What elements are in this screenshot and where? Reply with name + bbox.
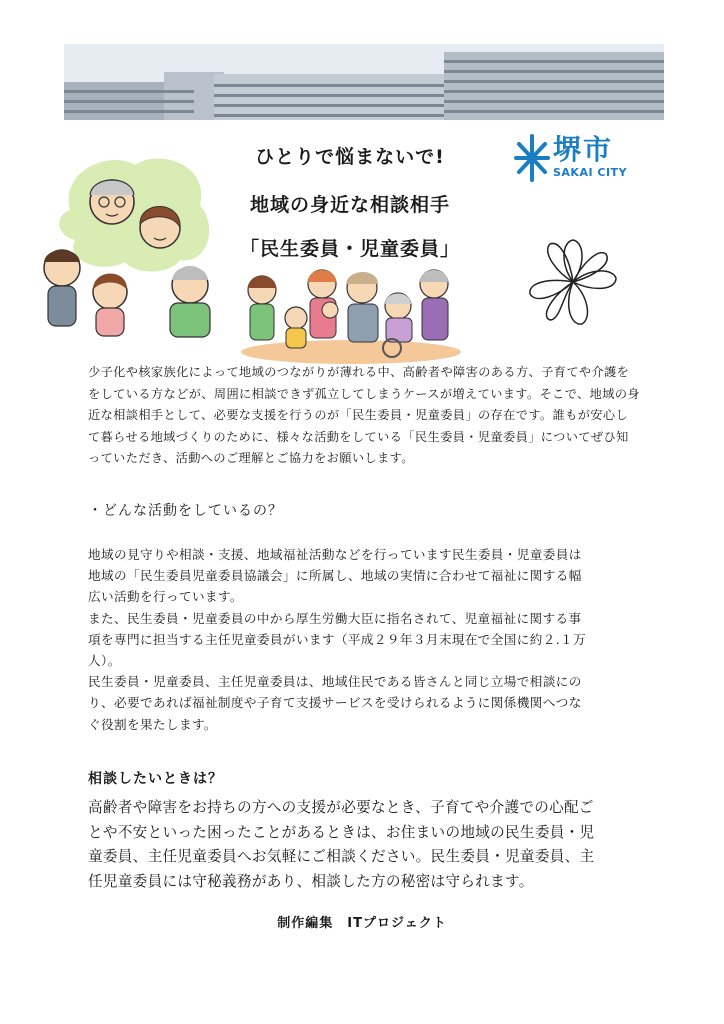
activities-line: 人）。 (88, 653, 121, 669)
intro-line: をしている方などが、周囲に相談できず孤立してしまうケースが増えています。そこで、地域の身 (88, 386, 641, 401)
section-heading-activities: ・どんな活動をしているの？ (88, 503, 283, 519)
intro-paragraph (88, 362, 648, 470)
title-line-2: 地域の身近な相談相手 (249, 194, 450, 216)
consultation-line: 高齢者や障害をお持ちの方への支援が必要なとき、子育てや介護での心配ご (88, 799, 594, 816)
activities-line: 民生委員・児童委員、主任児童委員は、地域住民である皆さんと同じ立場で相談にの (88, 674, 582, 690)
activities-line: 地域の見守りや相談・支援、地域福祉活動などを行っています民生委員・児童委員は (88, 547, 582, 562)
consultation-line: とや不安といった困ったことがあるときは、お住まいの地域の民生委員・児 (88, 823, 595, 841)
title-line-1: ひとりで悩まないで! (255, 146, 445, 168)
activities-line: り、必要であれば福祉制度や子育て支援サービスを受けられるように関係機関へつな (88, 695, 582, 711)
intro-line: っていただき、活動へのご理解とご協力をお願いします。 (88, 451, 414, 465)
community-group-illustration (238, 260, 464, 370)
activities-paragraph (88, 544, 648, 735)
activities-line: 項を専門に担当する主任児童委員がいます（平成２９年３月末現在で全国に約２.１万 (88, 631, 587, 647)
consultation-paragraph (88, 796, 648, 894)
title-line-3: 「民生委員・児童委員」 (239, 238, 460, 260)
header-banner-photo (64, 44, 664, 120)
section-heading-consultation: 相談したいときは？ (88, 771, 223, 787)
consultation-line: 童委員、主任児童委員へお気軽にご相談ください。民生委員・児童委員、主 (88, 848, 595, 865)
logo-roman: SAKAI CITY (553, 166, 628, 179)
consultation-line: 任児童委員には守秘義務があり、相談した方の秘密は守られます。 (88, 872, 534, 890)
flower-emblem-icon (520, 234, 626, 334)
intro-line: 少子化や核家族化によって地域のつながりが薄れる中、高齢者や障害のある方、子育てや介護を (88, 365, 630, 379)
intro-line: 近な相談相手として、必要な支援を行うのが「民生委員・児童委員」の存在です。誰もが安心し (88, 408, 629, 422)
logo-kanji: 堺市 (553, 133, 614, 166)
production-credit: 制作編集 ITプロジェクト (277, 916, 447, 931)
activities-line: また、民生委員・児童委員の中から厚生労働大臣に指名されて、児童福祉に関する事 (88, 610, 582, 626)
activities-line: ぐ役割を果たします。 (88, 716, 217, 732)
activities-line: 広い活動を行っています。 (88, 589, 243, 605)
activities-line: 地域の「民生委員児童委員協議会」に所属し、地域の実情に合わせて福祉に関する幅 (88, 568, 582, 584)
intro-line: て暮らせる地域づくりのために、様々な活動をしている「民生委員・児童委員」についてぜひ知 (88, 429, 629, 444)
